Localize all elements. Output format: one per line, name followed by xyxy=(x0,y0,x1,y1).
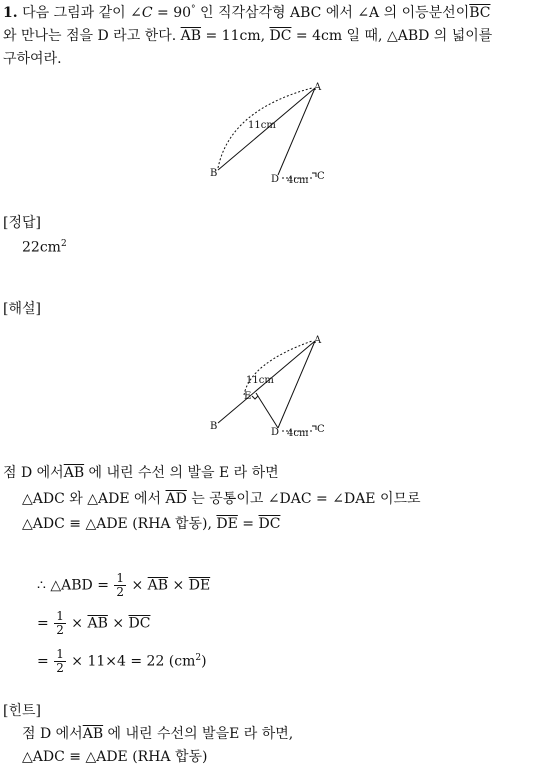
explanation-line-2 xyxy=(22,488,421,508)
math-line-2 xyxy=(37,610,150,637)
label-e: E xyxy=(244,391,252,402)
degree: ° xyxy=(191,4,196,15)
label-b-2: B xyxy=(210,421,218,432)
explanation-line-1 xyxy=(3,462,279,482)
right-angle-mark-2 xyxy=(312,426,316,430)
frac1-num: 1 xyxy=(116,571,125,585)
hint-1b: 에 내린 수선의 발을E 라 하면, xyxy=(103,726,294,742)
fraction-half-3 xyxy=(54,648,66,675)
segment-bc: $\overline{BC}$ xyxy=(469,5,491,21)
math-2-seg-dc: $\overline{DC}$ xyxy=(128,615,151,632)
label-4cm: 4cm xyxy=(287,175,309,186)
problem-text-2c: = 4cm 일 때, △ABD 의 넓이를 xyxy=(291,28,493,44)
problem-text-1a: 다음 그림과 같이 xyxy=(22,5,131,21)
label-11cm: 11cm xyxy=(248,120,276,131)
math-line-3 xyxy=(37,648,207,675)
problem-line-3: 구하여라. xyxy=(3,51,62,67)
math-3-exp: 2 xyxy=(195,652,202,663)
label-d-2: D xyxy=(271,427,280,438)
line-ad xyxy=(278,88,315,175)
segment-dc: $\overline{DC}$ xyxy=(269,28,292,44)
math-3c: ) xyxy=(201,653,207,670)
hint-line-1 xyxy=(22,723,293,743)
problem-text-1b: 인 직각삼각형 ABC 에서 ∠A 의 이등분선이 xyxy=(195,5,470,21)
math-1c: × xyxy=(168,577,189,594)
right-angle-mark-e xyxy=(252,396,258,399)
frac3-den: 2 xyxy=(56,661,64,675)
fraction-half-2 xyxy=(54,610,66,637)
hint-heading: [힌트] xyxy=(3,703,41,719)
expl-2a: △ADC 와 △ADE 에서 xyxy=(22,491,166,507)
expl-3a: △ADC ≡ △ADE (RHA 합동), xyxy=(22,516,217,532)
frac1-den: 2 xyxy=(116,585,125,599)
expl-3eq: = xyxy=(237,516,259,532)
math-1-seg-de: $\overline{DE}$ xyxy=(188,577,211,594)
math-3a: = xyxy=(37,653,54,670)
explanation-heading: [해설] xyxy=(3,301,41,317)
arc-ab-dashed-2 xyxy=(244,341,312,395)
explanation-line-3 xyxy=(22,513,280,533)
label-c-2: C xyxy=(317,424,325,435)
answer-exp: 2 xyxy=(60,239,67,249)
problem-text-2a: 와 만나는 점을 D 라고 한다. xyxy=(3,28,181,44)
label-a: A xyxy=(314,82,322,93)
var-c: C xyxy=(141,5,153,21)
problem-text-2b: = 11cm, xyxy=(201,28,270,44)
expl-1b: 에 내린 수선 의 발을 E 라 하면 xyxy=(84,465,279,481)
triangle-figure-2 xyxy=(200,333,335,443)
math-3b: × 11×4 = 22 (cm xyxy=(66,653,196,670)
line-ad-2 xyxy=(278,341,315,428)
label-d: D xyxy=(271,174,280,185)
expl-2b: 는 공통이고 ∠DAC = ∠DAE 이므로 xyxy=(186,491,421,507)
fraction-half-1 xyxy=(114,572,126,599)
right-angle-mark xyxy=(312,173,316,177)
expl-seg-dc: $\overline{DC}$ xyxy=(258,516,281,532)
label-c: C xyxy=(317,171,325,182)
hint-line-2: △ADC ≡ △ADE (RHA 합동) xyxy=(22,749,208,765)
label-11cm-2: 11cm xyxy=(246,375,274,386)
answer-value xyxy=(22,239,67,256)
problem-line-2 xyxy=(3,25,492,45)
frac2-den: 2 xyxy=(56,623,64,637)
math-2b: × xyxy=(66,615,88,632)
label-4cm-2: 4cm xyxy=(287,428,309,439)
answer-number: 22cm xyxy=(22,239,61,256)
frac2-num: 1 xyxy=(56,609,64,623)
math-2-seg-ab: $\overline{AB}$ xyxy=(87,615,108,632)
expl-seg-de: $\overline{DE}$ xyxy=(216,516,238,532)
angle-symbol: ∠ xyxy=(130,5,142,21)
expl-seg-ab: $\overline{AB}$ xyxy=(63,465,85,481)
problem-number: 1. xyxy=(3,5,18,21)
math-line-1 xyxy=(37,572,210,599)
expl-seg-ad: $\overline{AD}$ xyxy=(165,491,187,507)
segment-ab: $\overline{AB}$ xyxy=(180,28,202,44)
frac3-num: 1 xyxy=(56,647,64,661)
expl-1a: 점 D 에서 xyxy=(3,465,64,481)
label-a-2: A xyxy=(314,335,322,346)
math-1-seg-ab: $\overline{AB}$ xyxy=(147,577,169,594)
math-1b: × xyxy=(127,577,148,594)
hint-1a: 점 D 에서 xyxy=(22,726,83,742)
hint-seg-ab: $\overline{AB}$ xyxy=(82,726,104,742)
triangle-figure-1 xyxy=(200,80,335,190)
math-1a: ∴ △ABD = xyxy=(37,577,114,594)
line-de xyxy=(256,393,278,428)
math-2a: = xyxy=(37,615,54,632)
math-2c: × xyxy=(107,615,129,632)
eq-90: = 90 xyxy=(152,5,192,21)
problem-line-1 xyxy=(3,2,490,22)
answer-heading: [정답] xyxy=(3,215,41,231)
label-b: B xyxy=(210,168,218,179)
